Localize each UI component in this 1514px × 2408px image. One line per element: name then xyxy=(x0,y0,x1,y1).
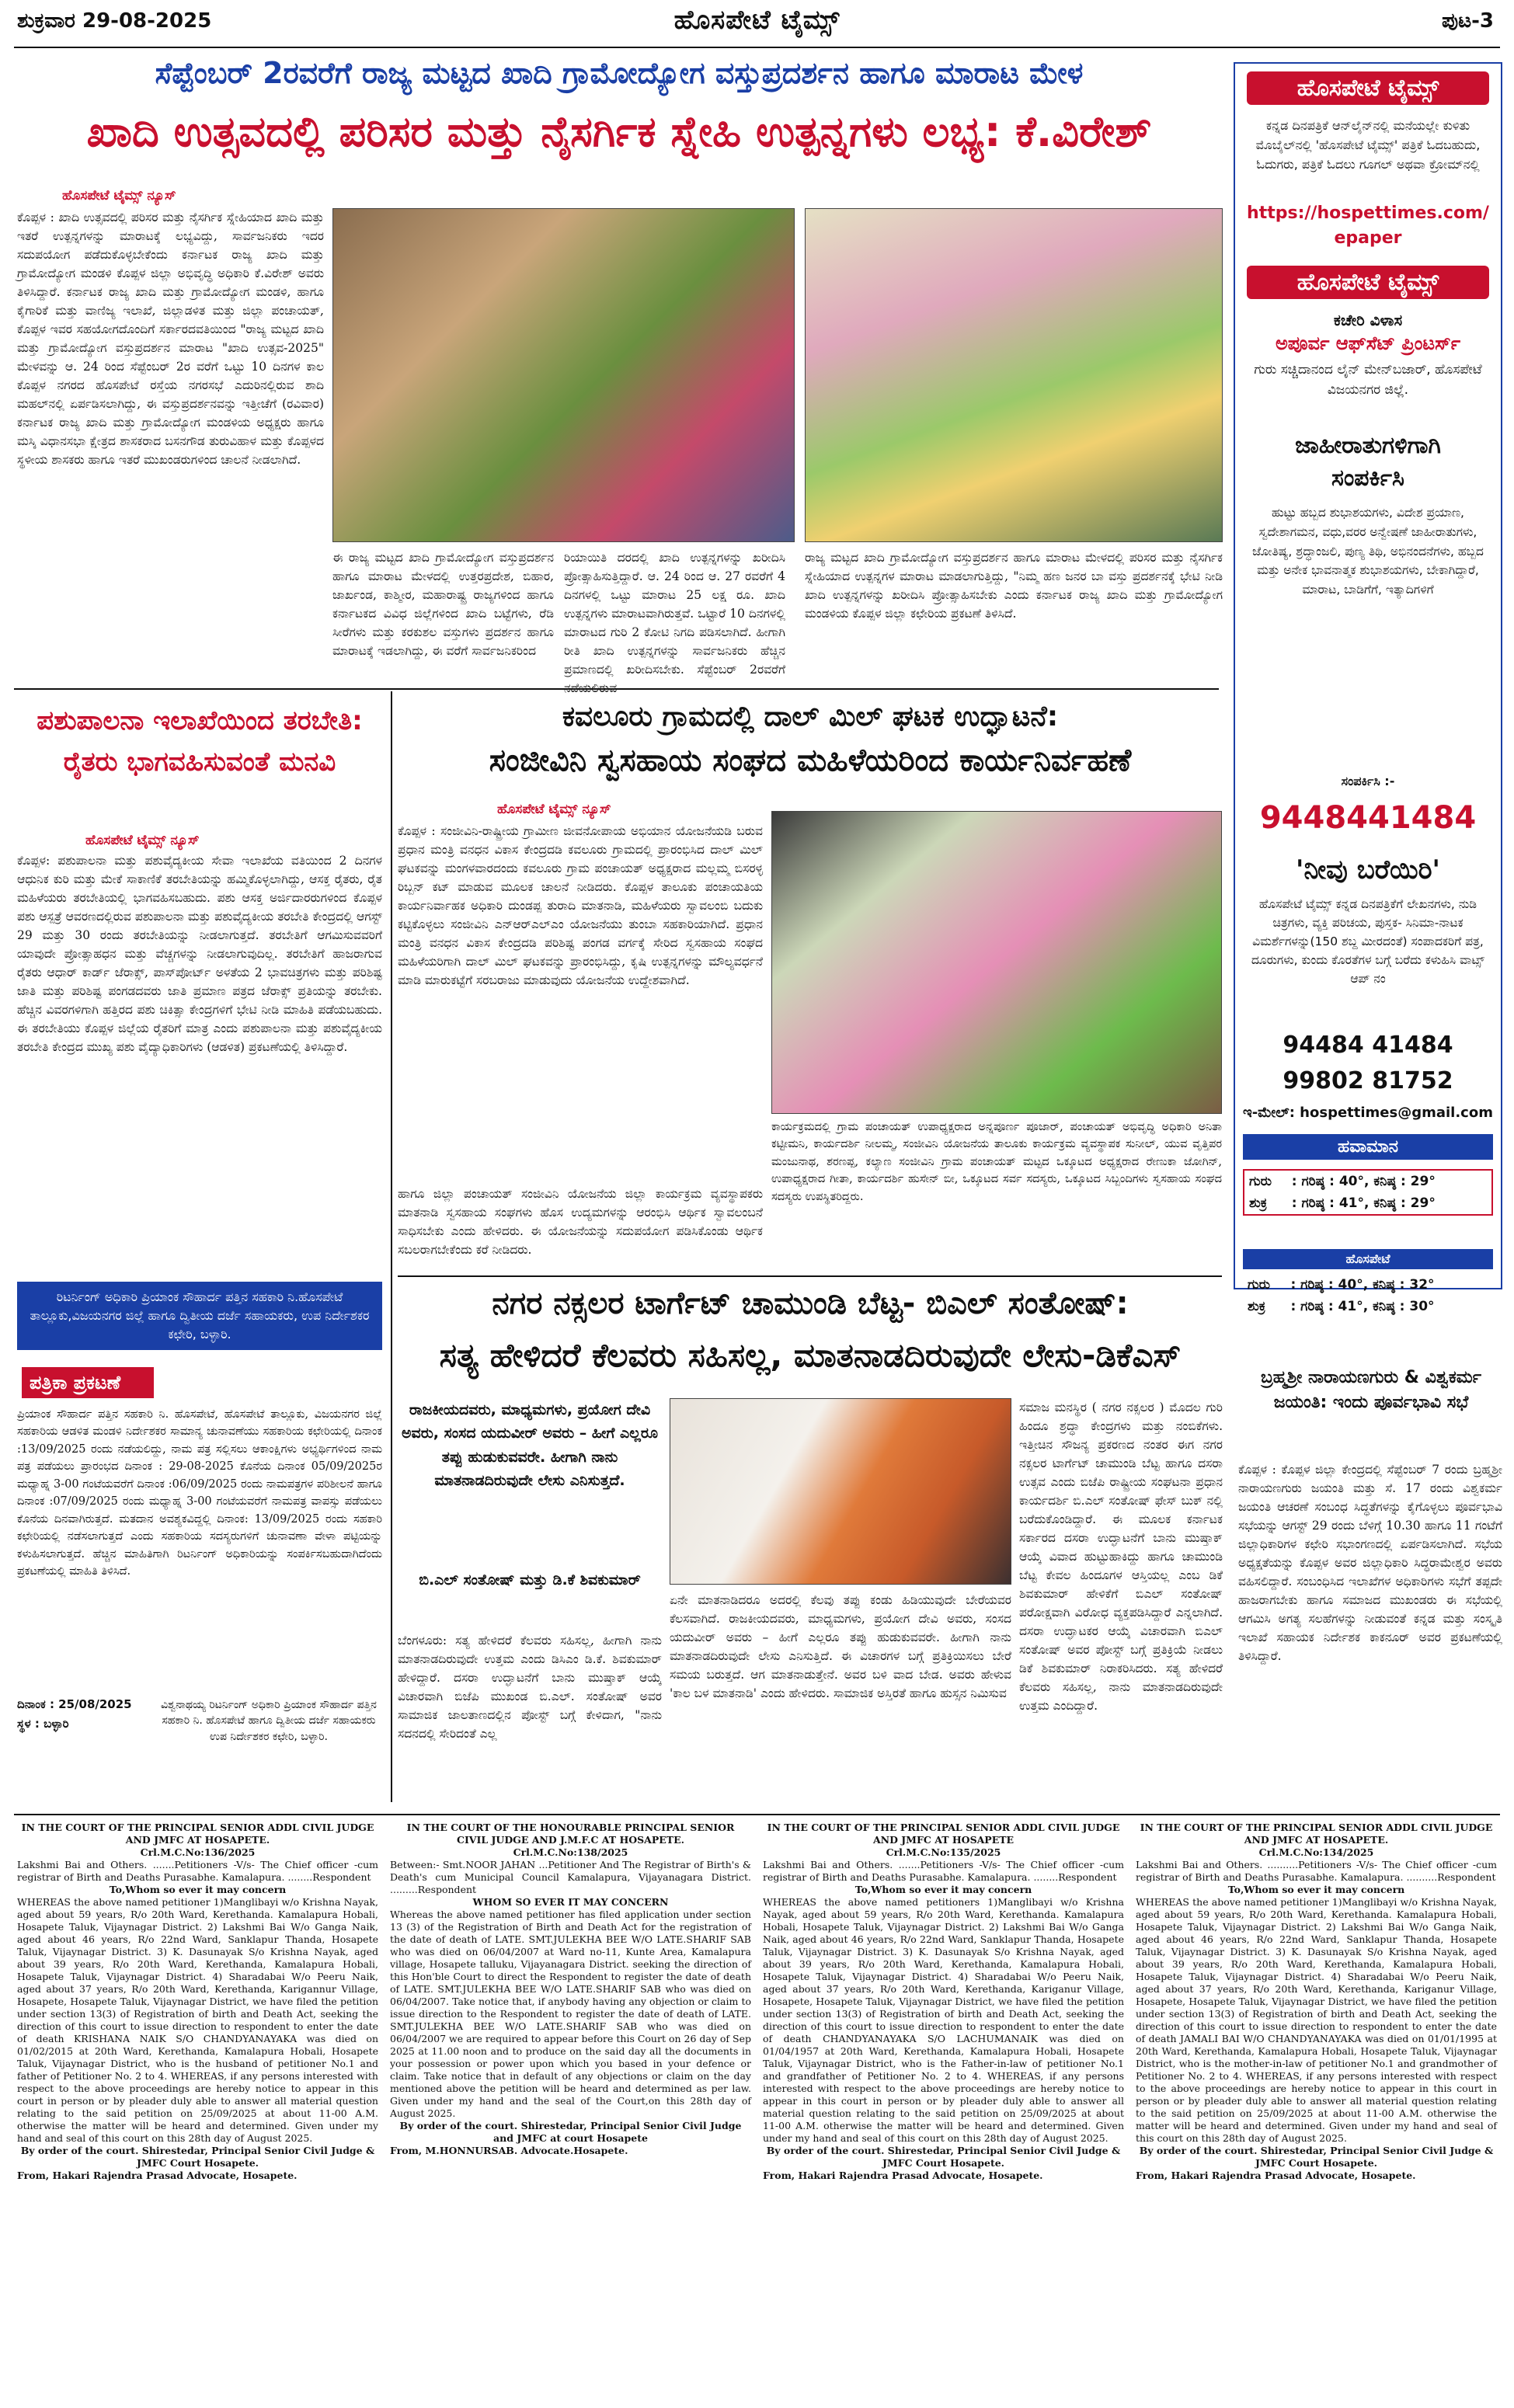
weather-row: ಶುಕ್ರ : ಗರಿಷ್ಠ : 41°, ಕನಿಷ್ಠ : 29° xyxy=(1249,1195,1436,1211)
naxal-quote: ರಾಜಕೀಯದವರು, ಮಾಧ್ಯಮಗಳು, ಪ್ರಯೋಗ ದೇವಿ ಅವರು, ಸಂಸದ ಯದುವೀರ್ ಅವರು – ಹೀಗೆ ಎಲ್ಲರೂ ತಪ್ಪು ಹುಡುಕುವವರೇ. ಹೀಗಾಗಿ ನಾನು ಮಾತನಾಡದಿರುವುದೇ ಲೇಸು ಎನಿಸುತ್ತದೆ. xyxy=(401,1401,658,1490)
court-notice xyxy=(763,1822,1124,2400)
lead-bottom-rule xyxy=(14,688,1219,690)
weather-row: ಗುರು : ಗರಿಷ್ಠ : 40°, ಕನಿಷ್ಠ : 29° xyxy=(1249,1174,1436,1189)
court-notice-case: Crl.M.C.No:135/2025 xyxy=(886,1846,1001,1858)
legal-top-rule xyxy=(14,1814,1500,1815)
dal-bottom-rule xyxy=(398,1275,1222,1277)
sidebar-epaper[interactable]: epaper xyxy=(1334,228,1402,248)
court-notice-body: WHEREAS the above named petitioner 1)Manglibayi w/o Krishna Nayak, aged about 59 years, R/o 20th Ward, Kerethanda. Kamalapura Hobali, Hosapete Taluk, Vijaynagar District. 2) Lakshmi Bai W/o Ganga Naik, aged about 46 years, R/o 22nd Ward, Sanklapur Thanda, Hosapete Taluk, Vijaynagar District. 3) K. Dasunayak S/o Krishna Nayak, aged about 39 years, R/o 20th Ward, Kerethanda, Kamalapura Hobali, Hosapete Taluk, Vijaynagar District. 4) Sharadabai W/o Peeru Naik, aged about 37 years, R/o 20th Ward, Kerethanda, Kariganur Village, Hosapete, Hosapete Taluk, Vijaynagar District, we have filed the petition under section 13(3) of Registration of birth and Death Act, seeking the direction of this court to issue direction to respondent to enter the date of death JAMALI BAI W/O CHANDYANAYAKA was died on 01/01/1995 at 20th Ward, Kerethanda, Kamalapura Hobali, Hosapete Taluk, Vijaynagar District, who is the mother-in-law of petitioner No.1 and grandmother of Petitioner No. 2 to 4. WHEREAS, if any persons interested with respect to the above proceedings are hereby notice to appear in this court in person or by pleader duly able to answer all material question relating to the said petition on 25/09/2025 at about 11-00 A.M. otherwise the matter will be heard and determined. Given under my hand and seal of this court on this 28th day of August 2025. xyxy=(1136,1896,1497,2144)
court-notice-order: By order of the court. Shirestedar, Principal Senior Civil Judge & JMFC Court Hosapete. xyxy=(766,2145,1121,2169)
write-text: ಹೊಸಪೇಟೆ ಟೈಮ್ಸ್ ಕನ್ನಡ ದಿನಪತ್ರಿಕೆಗೆ ಲೇಖನಗಳು, ನುಡಿ ಚಿತ್ರಗಳು, ವ್ಯಕ್ತಿ ಪರಿಚಯ, ಪುಸ್ತಕ- ಸಿನಿಮಾ-ನಾಟಕ ವಿಮರ್ಶೆಗಳನ್ನು(150 ಶಬ್ದ ಮೀರದಂತೆ) ಸಂಪಾದಕರಿಗೆ ಪತ್ರ, ದೂರುಗಳು, ಕುಂದು ಕೊರತೆಗಳ ಬಗ್ಗೆ ಬರೆದು ಕಳುಹಿಸಿ ವಾಟ್ಸ್ ಆಪ್ ನಂ xyxy=(1251,897,1485,987)
notice-title: ಪತ್ರಿಕಾ ಪ್ರಕಟಣೆ xyxy=(22,1367,154,1398)
lead-col3: ರಿಯಾಯಿತಿ ದರದಲ್ಲಿ ಖಾದಿ ಉತ್ಪನ್ನಗಳನ್ನು ಖರೀದಿಸಿ ಪ್ರೋತ್ಸಾಹಿಸುತ್ತಿದ್ದಾರೆ. ಆ. 24 ರಿಂದ ಆ. 27 ರವರೆಗೆ 4 ದಿನಗಳಲ್ಲಿ ಒಟ್ಟು ಮಾರಾಟ 25 ಲಕ್ಷ ರೂ. ಖಾದಿ ಉತ್ಪನ್ನಗಳು ಮಾರಾಟವಾಗಿರುತ್ತವೆ. ಒಟ್ಟಾರೆ 10 ದಿನಗಳಲ್ಲಿ ಮಾರಾಟದ ಗುರಿ 2 ಕೋಟಿ ನಿಗದಿ ಪಡಿಸಲಾಗಿದೆ. ಹೀಗಾಗಿ ರೀತಿ ಖಾದಿ ಉತ್ಪನ್ನಗಳನ್ನು ಸಾರ್ವಜನಿಕರು ಹೆಚ್ಚಿನ ಪ್ರಮಾಣದಲ್ಲಿ ಖರೀದಿಸಬೇಕು. ಸೆಪ್ಟೆಂಬರ್ 2ರವರೆಗೆ ನಡೆಯಲಿರುವ xyxy=(564,551,785,696)
court-notice-case: Crl.M.C.No:136/2025 xyxy=(140,1846,256,1858)
court-notice-title: IN THE COURT OF THE PRINCIPAL SENIOR ADDL CIVIL JUDGE AND JMFC AT HOSAPETE. xyxy=(21,1822,374,1846)
politicians-photo xyxy=(670,1398,1011,1585)
court-notice-title: IN THE COURT OF THE PRINCIPAL SENIOR ADDL CIVIL JUDGE AND JMFC AT HOSAPETE. xyxy=(1140,1822,1493,1846)
office-label: ಕಚೇರಿ ವಿಳಾಸ xyxy=(1333,311,1403,329)
naxal-text2: ಏನೇ ಮಾತನಾಡಿದರೂ ಅದರಲ್ಲಿ ಕೆಲವು ತಪ್ಪು ಕಂಡು ಹಿಡಿಯುವುದೇ ಬೇರೆಯವರ ಕೆಲಸವಾಗಿದೆ. ರಾಜಕೀಯದವರು, ಮಾಧ್ಯಮಗಳು, ಪ್ರಯೋಗ ದೇವಿ ಅವರು, ಸಂಸದ ಯದುವೀರ್ ಅವರು – ಹೀಗೆ ಎಲ್ಲರೂ ತಪ್ಪು ಹುಡುಕುವವರೇ. ಹೀಗಾಗಿ ನಾನು ಮಾತನಾಡದಿರುವುದೇ ಲೇಸು ಎನಿಸುತ್ತಿದೆ. ಈ ವಿಚಾರಗಳ ಬಗ್ಗೆ ಪ್ರತಿಕ್ರಿಯಿಸಲು ಬೇರೆ ಸಮಯ ಬರುತ್ತದೆ. ಆಗ ಮಾತನಾಡುತ್ತೇನೆ. ಅವರ ಬಳಿ ವಾದ ಬೇಡ. ಅವರು ಹೇಳುವ 'ಕಾಲ ಬಳ ಮಾತನಾಡಿ' ಎಂದು ಹೇಳಿದರು. ಸಾಮಾಜಿಕ ಅಸ್ತಿರತೆ ಹಾಗೂ ಹುಸ್ಸನ ನಿಮಿಸುವ xyxy=(670,1593,1011,1701)
animal-text: ಕೊಪ್ಪಳ: ಪಶುಪಾಲನಾ ಮತ್ತು ಪಶುವೈದ್ಯಕೀಯ ಸೇವಾ ಇಲಾಖೆಯ ವತಿಯಿಂದ 2 ದಿನಗಳ ಆಧುನಿಕ ಕುರಿ ಮತ್ತು ಮೇಕೆ ಸಾಕಾಣಿಕೆ ತರಬೇತಿಯನ್ನು ಹಮ್ಮಿಕೊಳ್ಳಲಾಗಿದ್ದು, ಆಸಕ್ತ ರೈತರು, ರೈತ ಮಹಿಳೆಯರು ತರಬೇತಿಯಲ್ಲಿ ಭಾಗವಹಿಸಬಹುದು. ಪಶು ಆಸಕ್ತ ಅರ್ಜಿದಾರರುಗಳಿಂದ ಕೊಪ್ಪಳ ಪಶು ಆಸ್ಪತ್ರೆ ಆವರಣದಲ್ಲಿರುವ ಪಶುಪಾಲನಾ ಮತ್ತು ಪಶುವೈದ್ಯಕೀಯ ತರಬೇತಿ ಕೇಂದ್ರದಲ್ಲಿ ಆಗಸ್ಟ್ 29 ಮತ್ತು 30 ರಂದು ತರಬೇತಿಯನ್ನು ನೀಡಲಾಗುತ್ತದೆ. ತರಬೇತಿಗೆ ಆಗಮಿಸುವವರಿಗೆ ಯಾವುದೇ ಪ್ರೋತ್ಸಾಹಧನ ಮತ್ತು ವೆಚ್ಚಗಳನ್ನು ನೀಡಲಾಗುವುದಿಲ್ಲ. ತರಬೇತಿಗೆ ಹಾಜರಾಗುವ ರೈತರು ಆಧಾರ್ ಕಾರ್ಡ್ ಜೆರಾಕ್ಸ್, ಪಾಸ್‌ಪೋರ್ಟ್ ಅಳತೆಯ 2 ಭಾವಚಿತ್ರಗಳು ಮತ್ತು ಪರಿಶಿಷ್ಟ ಜಾತಿ ಮತ್ತು ಪರಿಶಿಷ್ಟ ಪಂಗಡದವರು ಜಾತಿ ಪ್ರಮಾಣ ಪತ್ರದ ಜೆರಾಕ್ಸ್ ಪ್ರತಿಯನ್ನು ತರಬೇಕು. ಹೆಚ್ಚಿನ ವಿವರಗಳಿಗಾಗಿ ಹತ್ತಿರದ ಪಶು ಚಿಕಿತ್ಸಾ ಕೇಂದ್ರಗಳಿಗೆ ಭೇಟಿ ನೀಡಿ ಮಾಹಿತಿ ಪಡೆಯಬಹುದು. ಈ ತರಬೇತಿಯು ಕೊಪ್ಪಳ ಜಿಲ್ಲೆಯ ರೈತರಿಗೆ ಮಾತ್ರ ಎಂದು ಪಶುಪಾಲನಾ ಮತ್ತು ಪಶುವೈದ್ಯಕೀಯ ತರಬೇತಿ ಕೇಂದ್ರದ ಮುಖ್ಯ ಪಶು ವೈದ್ಯಾಧಿಕಾರಿಗಳು (ಆಡಳಿತ) ಪ್ರಕಟಣೆಯಲ್ಲಿ ತಿಳಿಸಿದ್ದಾರೆ. xyxy=(17,854,382,1055)
court-notice-order: By order of the court. Shirestedar, Principal Senior Civil Judge and JMFC at court Hosapete xyxy=(399,2120,742,2144)
court-notice-concern: To,Whom so ever it may concern xyxy=(854,1884,1032,1895)
court-notice-from: From, M.HONNURSAB. Advocate.Hosapete. xyxy=(390,2145,628,2156)
animal-headline: ಪಶುಪಾಲನಾ ಇಲಾಖೆಯಿಂದ ತರಬೇತಿ: ರೈತರು ಭಾಗವಹಿಸುವಂತೆ ಮನವಿ xyxy=(37,705,363,778)
lead-col2: ಈ ರಾಜ್ಯ ಮಟ್ಟದ ಖಾದಿ ಗ್ರಾಮೋದ್ಯೋಗ ವಸ್ತುಪ್ರದರ್ಶನ ಹಾಗೂ ಮಾರಾಟ ಮೇಳದಲ್ಲಿ ಉತ್ತರಪ್ರದೇಶ, ಬಿಹಾರ, ಜಾರ್ಖಂಡ, ಕಾಶ್ಮೀರ, ಮಹಾರಾಷ್ಟ್ರ ರಾಜ್ಯಗಳಿಂದ ಹಾಗೂ ಕರ್ನಾಟಕದ ವಿವಿಧ ಜಿಲ್ಲೆಗಳಿಂದ ಖಾದಿ ಬಟ್ಟೆಗಳು, ರೆಡಿ ಸೀರೆಗಳು ಮತ್ತು ಕರಕುಶಲ ವಸ್ತುಗಳು ಪ್ರದರ್ಶನ ಹಾಗೂ ಮಾರಾಟಕ್ಕೆ ಇಡಲಾಗಿದ್ದು, ಈ ವರೆಗೆ ಸಾರ್ವಜನಿಕರಿಂದ xyxy=(332,551,554,659)
ads-heading-1: ಜಾಹೀರಾತುಗಳಿಗಾಗಿ xyxy=(1295,432,1441,459)
sidebar-logo-1: ಹೊಸಪೇಟೆ ಟೈಮ್ಸ್ xyxy=(1247,71,1489,105)
ads-contact-label: ಸಂಪರ್ಕಿಸಿ :- xyxy=(1341,774,1395,788)
khadi-photo-1 xyxy=(332,208,795,542)
khadi-photo-2 xyxy=(805,208,1223,542)
court-notice-concern: WHOM SO EVER IT MAY CONCERN xyxy=(472,1896,669,1908)
dal-headline: ಸಂಜೀವಿನಿ ಸ್ವಸಹಾಯ ಸಂಘದ ಮಹಿಳೆಯರಿಂದ ಕಾರ್ಯನಿರ್ವಹಣೆ xyxy=(489,743,1132,778)
naxal-headline: ಸತ್ಯ ಹೇಳಿದರೆ ಕೆಲವರು ಸಹಿಸಲ್ಲ, ಮಾತನಾಡದಿರುವುದೇ ಲೇಸು-ಡಿಕೆಎಸ್ xyxy=(439,1336,1182,1374)
court-notice-body: WHEREAS the above named petitioner 1)Manglibayi w/o Krishna Nayak, aged about 59 years, R/o 20th Ward, Kerethanda. Kamalapura Hobali, Hosapete Taluk, Vijaynagar District. 2) Lakshmi Bai W/o Ganga Naik, aged about 46 years, R/o 22nd Ward, Sanklapur Thanda, Hosapete Taluk, Vijaynagar District. 3) K. Dasunayak S/o Krishna Nayak, aged about 39 years, R/o 20th Ward, Kerethanda, Kamalapura Hobali, Hosapete Taluk, Vijaynagar District. 4) Sharadabai W/o Peeru Naik, aged about 37 years, R/o 20th Ward, Kerethanda, Karigannur Village, Hosapete, Hosapete Taluk, Vijaynagar District, we have filed the petition under section 13(3) of Registration of birth and Death Act, seeking the direction of this court to issue direction to respondent to enter the date of death KRISHANA NAIK S/O CHANDYANAYAKA was died on 01/02/2015 at 20th Ward, Kerethanda, Kamalapura Hobali, Hosapete Taluk, Vijaynagar District, who is the husband of petitioner No.1 and father of Petitioner No. 2 to 4. WHEREAS, if any persons interested with respect to the above proceedings are hereby notice to appear in this court in person or by pleader duly able to answer all material question relating to the said petition on 25/09/2025 at about 11-00 A.M. otherwise the matter will be heard and determined. Given under my hand and seal of this court on this 28th day of August 2025. xyxy=(17,1896,378,2144)
whatsapp-phone-2[interactable]: 99802 81752 xyxy=(1283,1067,1453,1094)
lead-col1: ಕೊಪ್ಪಳ : ಖಾದಿ ಉತ್ಸವದಲ್ಲಿ ಪರಿಸರ ಮತ್ತು ನೈಸರ್ಗಿಕ ಸ್ನೇಹಿಯಾದ ಖಾದಿ ಮತ್ತು ಇತರೆ ಉತ್ಪನ್ನಗಳನ್ನು ಮಾರಾಟಕ್ಕೆ ಲಭ್ಯವಿದ್ದು, ಸಾರ್ವಜನಿಕರು ಇದರ ಸದುಪಯೋಗ ಪಡೆದುಕೊಳ್ಳಬೇಕೆಂದು ಕರ್ನಾಟಕ ರಾಜ್ಯ ಖಾದಿ ಮತ್ತು ಗ್ರಾಮೋದ್ಯೋಗ ಮಂಡಳಿ ಕೊಪ್ಪಳ ಜಿಲ್ಲಾ ಅಭಿವೃದ್ಧಿ ಅಧಿಕಾರಿ ಕೆ.ವಿರೇಶ್ ಅವರು ತಿಳಿಸಿದ್ದಾರೆ. ಕರ್ನಾಟಕ ರಾಜ್ಯ ಖಾದಿ ಮತ್ತು ಗ್ರಾಮೋದ್ಯೋಗ ಮಂಡಳಿ, ಹಾಗೂ ಕೈಗಾರಿಕೆ ಮತ್ತು ವಾಣಿಜ್ಯ ಇಲಾಖೆ, ಜಿಲ್ಲಾಡಳಿತ ಮತ್ತು ಜಿಲ್ಲಾ ಪಂಚಾಯತ್, ಕೊಪ್ಪಳ ಇವರ ಸಹಯೋಗದೊಂದಿಗೆ ಸರ್ಕಾರದವತಿಯಿಂದ "ರಾಜ್ಯ ಮಟ್ಟದ ಖಾದಿ ಮತ್ತು ಗ್ರಾಮೋದ್ಯೋಗ ವಸ್ತುಪ್ರದರ್ಶನ ಮಾರಾಟ "ಖಾದಿ ಉತ್ಸವ-2025" ಮೇಳವನ್ನು ಆ. 24 ರಿಂದ ಸೆಪ್ಟೆಂಬರ್ 2ರ ವರೆಗೆ ಒಟ್ಟು 10 ದಿನಗಳ ಕಾಲ ಕೊಪ್ಪಳ ನಗರದ ಹೊಸಪೇಟೆ ರಸ್ತೆಯ ನಗರಸಭೆ ಎದುರಿನಲ್ಲಿರುವ ಶಾದಿ ಮಹಲ್‌ನಲ್ಲಿ ಏರ್ಪಡಿಸಲಾಗಿದ್ದು, ಈ ವಸ್ತುಪ್ರದರ್ಶನವನ್ನು ಇತ್ತೀಚೆಗೆ (ರವಿವಾರ) ಕರ್ನಾಟಕ ರಾಜ್ಯ ಖಾದಿ ಮತ್ತು ಗ್ರಾಮೋದ್ಯೋಗ ಮಂಡಳಿಯ ಅಧ್ಯಕ್ಷರು ಹಾಗೂ ಮಸ್ಕಿ ವಿಧಾನಸಭಾ ಕ್ಷೇತ್ರದ ಶಾಸಕರಾದ ಬಸನಗೌಡ ತುರುವಿಹಾಳ ಮತ್ತು ಕೊಪ್ಪಳದ ಸ್ಥಳೀಯ ಶಾಸಕರು ಹಾಗೂ ಇತರೆ ಮುಖಂಡರುಗಳಿಂದ ಚಾಲನೆ ನೀಡಲಾಗಿದೆ. xyxy=(17,211,324,468)
dal-mill-photo xyxy=(771,811,1222,1114)
lead-byline: ಹೊಸಪೇಟೆ ಟೈಮ್ಸ್ ನ್ಯೂಸ್ xyxy=(62,188,176,204)
court-notice-parties: Between:- Smt.NOOR JAHAN ...Petitioner And The Registrar of Birth's & Death's cum Municipal Council Kamalapura, Vijayanagara District. .........Respondent xyxy=(390,1859,751,1895)
animal-byline: ಹೊಸಪೇಟೆ ಟೈಮ್ಸ್ ನ್ಯೂಸ್ xyxy=(85,833,200,848)
dal-byline: ಹೊಸಪೇಟೆ ಟೈಮ್ಸ್ ನ್ಯೂಸ್ xyxy=(497,802,611,817)
masthead-rule xyxy=(14,47,1500,48)
notice-text: ಪ್ರಿಯಾಂಕ ಸೌಹಾರ್ದ ಪತ್ತಿನ ಸಹಕಾರಿ ನಿ. ಹೊಸಪೇಟೆ, ಹೊಸಪೇಟೆ ತಾಲ್ಲೂಕು, ವಿಜಯನಗರ ಜಿಲ್ಲೆ ಸಹಕಾರಿಯ ಆಡಳಿತ ಮಂಡಳಿ ನಿರ್ದೇಶಕರ ಸಾಮಾನ್ಯ ಚುನಾವಣೆಯು ಸಹಕಾರಿಯ ಕಛೇರಿಯಲ್ಲಿ ದಿನಾಂಕ :13/09/2025 ರಂದು ನಡೆಯಲಿದ್ದು, ನಾಮ ಪತ್ರ ಸಲ್ಲಿಸಲು ಆಕಾಂಕ್ಷಿಗಳು ಅಭ್ಯರ್ಥಿಗಳಿಂದ ನಾಮ ಪತ್ರ ಪಡೆಯಲು ಪ್ರಾರಂಭದ ದಿನಾಂಕ : 29-08-2025 ಕೊನೆಯ ದಿನಾಂಕ 05/09/2025ರ ಮಧ್ಯಾಹ್ನ 3-00 ಗಂಟೆಯವರೆಗೆ ದಿನಾಂಕ :06/09/2025 ರಂದು ನಾಮಪತ್ರಗಳ ಪರಿಶೀಲನೆ ಹಾಗೂ ದಿನಾಂಕ :07/09/2025 ರಂದು ಮಧ್ಯಾಹ್ನ 3-00 ಗಂಟೆಯವರೆಗೆ ನಾಮಪತ್ರ ವಾಪಸ್ಸು ಪಡೆಯಲು ಕೊನೆಯ ದಿನವಾಗಿರುತ್ತದೆ. ಮತದಾನ ಅವಶ್ಯಕವಿದ್ದಲ್ಲಿ ದಿನಾಂಕ: 13/09/2025 ರಂದು ಸಹಕಾರಿ ಕಛೇರಿಯಲ್ಲಿ ನಡೆಸಲಾಗುತ್ತದೆ ಎಂದು ಸಹಕಾರಿಯ ಸದಸ್ಯರುಗಳಿಗೆ ಚುನಾವಣಾ ವೇಳಾ ಪಟ್ಟಿಯನ್ನು ಕಳುಹಿಸಲಾಗುತ್ತದೆ. ಹೆಚ್ಚಿನ ಮಾಹಿತಿಗಾಗಿ ರಿಟರ್ನಿಂಗ್ ಅಧಿಕಾರಿಯನ್ನು ಸಂಪರ್ಕಿಸಬಹುದಾಗಿದೆಂದು ಪ್ರಕಟಣೆಯಲ್ಲಿ ಮಾಹಿತಿ ತಿಳಿಸಿದೆ. xyxy=(17,1408,382,1578)
sidebar-email[interactable]: ಇ-ಮೇಲ್: hospettimes@gmail.com xyxy=(1243,1105,1493,1121)
court-notice-concern: To,Whom so ever it may concern xyxy=(109,1884,287,1895)
naxal-quote-by: ಬಿ.ಎಲ್ ಸಂತೋಷ್ ಮತ್ತು ಡಿ.ಕೆ ಶಿವಕುಮಾರ್ xyxy=(419,1571,641,1589)
weather2-heading: ಹೊಸಪೇಟೆ xyxy=(1243,1249,1493,1269)
sidebar-logo-2: ಹೊಸಪೇಟೆ ಟೈಮ್ಸ್ xyxy=(1247,266,1489,299)
lead-subhead: ಸೆಪ್ಟೆಂಬರ್ 2ರವರೆಗೆ ರಾಜ್ಯ ಮಟ್ಟದ ಖಾದಿ ಗ್ರಾಮೋದ್ಯೋಗ ವಸ್ತುಪ್ರದರ್ಶನ ಹಾಗೂ ಮಾರಾಟ ಮೇಳ xyxy=(155,56,1084,90)
court-notice-body: WHEREAS the above named petitioners 1)Manglibayi w/o Krishna Nayak, aged about 59 years, R/o 20th Ward, Kerethanda. Kamalapura Hobali, Hosapete Taluk, Vijaynagar District. 2) Lakshmi Bai W/o Ganga Naik, aged about 46 years, R/o 22nd Ward, Sanklapur Thanda, Hosapete Taluk, Vijaynagar District. 3) K. Dasunayak S/o Krishna Nayak, aged about 39 years, R/o 20th Ward, Kerethanda, Kamalapura Hobali, Hosapete Taluk, Vijaynagar District. 4) Sharadabai W/o Peeru Naik, aged about 37 years, R/o 20th Ward, Kerethanda, Kariganur Village, Hosapete, Hosapete Taluk, Vijaynagar District, we have filed the petition under section 13(3) of Registration of birth and Death Act, seeking the direction of this court to issue direction to respondent to enter the date of death CHANDYANAYAKA S/O LACHUMANAIK was died on 01/04/1957 at 20th Ward, Kerethanda, Kamalapura Hobali, Hosapete Taluk, Vijaynagar District, who is the Father-in-law of petitioner No.1 and grandfather of Petitioner No. 2 to 4. WHEREAS, if any persons interested with respect to the above proceedings are hereby notice to appear in this court in person or by pleader duly able to answer all material question relating to the said petition on 25/09/2025 at about 11-00 A.M. otherwise the matter will be heard and determined. Given under my hand and seal of this court on this 28th day of August 2025. xyxy=(763,1896,1124,2144)
masthead-date: ಶುಕ್ರವಾರ 29-08-2025 xyxy=(17,9,212,33)
court-notice-parties: Lakshmi Bai and Others. ..........Petitioners -V/s- The Chief officer -cum registrar of Birth and Deaths Purasabhe. Kamalapura. ..........Respondent xyxy=(1136,1859,1497,1883)
notice-box: ರಿಟರ್ನಿಂಗ್ ಅಧಿಕಾರಿ ಪ್ರಿಯಾಂಕ ಸೌಹಾರ್ದ ಪತ್ತಿನ ಸಹಕಾರಿ ನಿ.ಹೊಸಪೇಟೆ ತಾಲ್ಲೂಕು,ವಿಜಯನಗರ ಜಿಲ್ಲೆ ಹಾಗೂ ದ್ವಿತೀಯ ದರ್ಜೆ ಸಹಾಯಕರು, ಉಪ ನಿರ್ದೇಶಕರ ಕಛೇರಿ, ಬಳ್ಳಾರಿ. xyxy=(17,1282,382,1350)
whatsapp-phone-1[interactable]: 94484 41484 xyxy=(1283,1032,1453,1059)
weather2-table xyxy=(1243,1274,1493,1317)
masthead-page: ಪುಟ-3 xyxy=(1441,9,1494,33)
ads-heading-2: ಸಂಪರ್ಕಿಸಿ xyxy=(1331,465,1404,492)
notice-signature: ವಿಶ್ವನಾಥಯ್ಯ ರಿಟರ್ನಿಂಗ್ ಅಧಿಕಾರಿ ಪ್ರಿಯಾಂಕ ಸೌಹಾರ್ದ ಪತ್ತಿನ ಸಹಕಾರಿ ನಿ. ಹೊಸಪೇಟೆ ಹಾಗೂ ದ್ವಿತೀಯ ದರ್ಜೆ ಸಹಾಯಕರು ಉಪ ನಿರ್ದೇಶಕರ ಕಛೇರಿ, ಬಳ್ಳಾರಿ. xyxy=(161,1699,377,1743)
court-notice-parties: Lakshmi Bai and Others. .......Petitioners -V/s- The Chief officer -cum registrar of Birth and Deaths Purasabhe. Kamalapura. ........Respondent xyxy=(17,1859,378,1883)
office-address: ಗುರು ಸಚ್ಚಿದಾನಂದ ಲೈನ್ ಮೇನ್‌ಬಜಾರ್, ಹೊಸಪೇಟೆ ವಿಜಯನಗರ ಜಿಲ್ಲೆ. xyxy=(1254,362,1482,398)
court-notice-title: IN THE COURT OF THE PRINCIPAL SENIOR ADDL CIVIL JUDGE AND JMFC AT HOSAPETE xyxy=(767,1822,1120,1846)
court-notice-from: From, Hakari Rajendra Prasad Advocate, Hosapete. xyxy=(1136,2170,1416,2181)
dal-subhead: ಕವಲೂರು ಗ್ರಾಮದಲ್ಲಿ ದಾಲ್ ಮಿಲ್ ಘಟಕ ಉದ್ಘಾಟನೆ: xyxy=(562,701,1059,732)
notice-place: ಸ್ಥಳ : ಬಳ್ಳಾರಿ xyxy=(17,1717,69,1731)
naxal-text1: ಬೆಂಗಳೂರು: ಸತ್ಯ ಹೇಳಿದರೆ ಕೆಲವರು ಸಹಿಸಲ್ಲ, ಹೀಗಾಗಿ ನಾನು ಮಾತನಾಡದಿರುವುದೇ ಉತ್ತಮ ಎಂದು ಡಿಸಿಎಂ ಡಿ.ಕೆ. ಶಿವಕುಮಾರ್ ಹೇಳಿದ್ದಾರೆ. ದಸರಾ ಉದ್ಘಾಟನೆಗೆ ಬಾನು ಮುಷ್ತಾಕ್ ಆಯ್ಕೆ ವಿಚಾರವಾಗಿ ಬಿಜೆಪಿ ಮುಖಂಡ ಬಿ.ಎಲ್. ಸಂತೋಷ್ ಅವರ ಸಾಮಾಜಿಕ ಜಾಲತಾಣದಲ್ಲಿನ ಪೋಸ್ಟ್ ಬಗ್ಗೆ ಕೇಳಿದಾಗ, "ನಾನು ಸದನದಲ್ಲಿ ಸೇರಿದಂತೆ ಎಲ್ಲ xyxy=(398,1634,662,1742)
court-notice-order: By order of the court. Shirestedar, Principal Senior Civil Judge & JMFC Court Hosapete. xyxy=(1139,2145,1494,2169)
court-notice-case: Crl.M.C.No:138/2025 xyxy=(513,1846,628,1858)
col-rule xyxy=(391,691,392,1802)
court-notice xyxy=(17,1822,378,2400)
dal-text2: ಹಾಗೂ ಜಿಲ್ಲಾ ಪಂಚಾಯತ್ ಸಂಜೀವಿನಿ ಯೋಜನೆಯ ಜಿಲ್ಲಾ ಕಾರ್ಯಕ್ರಮ ವ್ಯವಸ್ಥಾಪಕರು ಮಾತನಾಡಿ ಸ್ವಸಹಾಯ ಸಂಘಗಳು ಹೊಸ ಉದ್ಯಮಗಳನ್ನು ಆರಂಭಿಸಿ ಆರ್ಥಿಕ ಸ್ವಾವಲಂಬನೆ ಸಾಧಿಸಬೇಕು ಎಂದು ಹೇಳಿದರು. ಈ ಯೋಜನೆಯನ್ನು ಸದುಪಯೋಗ ಪಡಿಸಿಕೊಂಡು ಆರ್ಥಿಕ ಸಬಲರಾಗಬೇಕೆಂದು ಕರೆ ನೀಡಿದರು. xyxy=(398,1187,763,1258)
dal-text: ಕೊಪ್ಪಳ : ಸಂಜೀವಿನಿ-ರಾಷ್ಟ್ರೀಯ ಗ್ರಾಮೀಣ ಜೀವನೋಪಾಯ ಅಭಿಯಾನ ಯೋಜನೆಯಡಿ ಬರುವ ಪ್ರಧಾನ ಮಂತ್ರಿ ವನಧನ ವಿಕಾಸ ಕೇಂದ್ರದಡಿ ಕವಲೂರು ಗ್ರಾಮದಲ್ಲಿ ಪ್ರಾರಂಭಿಸಿದ ದಾಲ್ ಮಿಲ್ ಘಟಕವನ್ನು ಮಂಗಳವಾರದಂದು ಕವಲೂರು ಗ್ರಾಮ ಪಂಚಾಯತ್ ಅಧ್ಯಕ್ಷರಾದ ಮಲ್ಲಮ್ಮ ಬಿಸರಳ್ಳ ರಿಬ್ಬನ್ ಕಟ್ ಮಾಡುವ ಮೂಲಕ ಚಾಲನೆ ನೀಡಿದರು. ಕೊಪ್ಪಳ ತಾಲೂಕು ಪಂಚಾಯತಿಯ ಕಾರ್ಯನಿರ್ವಾಹಕ ಅಧಿಕಾರಿ ದುಂಡಪ್ಪ ತುರಾದಿ ಮಾತನಾಡಿ, ಮಹಿಳೆಯರು ಸ್ವಾವಲಂಬಿ ಬದುಕು ಕಟ್ಟಿಕೊಳ್ಳಲು ಸಂಜೀವಿನಿ ಎನ್‌ಆರ್‌ಎಲ್‌ಎಂ ಯೋಜನೆಯು ತುಂಬಾ ಸಹಕಾರಿಯಾಗಿದೆ. ಪ್ರಧಾನ ಮಂತ್ರಿ ವನಧನ ವಿಕಾಸ ಕೇಂದ್ರದಡಿ ಪರಿಶಿಷ್ಟ ಪಂಗಡ ವರ್ಗಕ್ಕೆ ಸೇರಿದ ಸ್ವಸಹಾಯ ಸಂಘದ ಮಹಿಳೆಯರಿಗಾಗಿ ದಾಲ್ ಮಿಲ್ ಘಟಕವನ್ನು ಪ್ರಾರಂಭಿಸಿದ್ದು, ಕೃಷಿ ಉತ್ಪನ್ನಗಳನ್ನು ಮೌಲ್ಯವರ್ಧನೆ ಮಾಡಿ ಮಾರುಕಟ್ಟೆಗೆ ಸರಬರಾಜು ಮಾಡುವುದು ಯೋಜನೆಯ ಉದ್ದೇಶವಾಗಿದೆ. xyxy=(398,824,763,988)
court-notice-title: IN THE COURT OF THE HONOURABLE PRINCIPAL SENIOR CIVIL JUDGE AND J.M.F.C AT HOSAPETE. xyxy=(406,1822,735,1846)
weather2-row: ಶುಕ್ರ : ಗರಿಷ್ಠ : 41°, ಕನಿಷ್ಠ : 30° xyxy=(1248,1299,1435,1314)
brahma-headline: ಬ್ರಹ್ಮಶ್ರೀ ನಾರಾಯಣಗುರು & ವಿಶ್ವಕರ್ಮ ಜಯಂತಿ: ಇಂದು ಪೂರ್ವಭಾವಿ ಸಭೆ xyxy=(1260,1368,1482,1412)
court-notice-concern: To,Whom so ever it may concern xyxy=(1227,1884,1405,1895)
ads-phone[interactable]: 9448441484 xyxy=(1259,800,1477,836)
naxal-subhead: ನಗರ ನಕ್ಸಲರ ಟಾರ್ಗೆಟ್ ಚಾಮುಂಡಿ ಬೆಟ್ಟ- ಬಿಎಲ್ ಸಂತೋಷ್: xyxy=(492,1286,1129,1321)
lead-col4: ರಾಜ್ಯ ಮಟ್ಟದ ಖಾದಿ ಗ್ರಾಮೋದ್ಯೋಗ ವಸ್ತುಪ್ರದರ್ಶನ ಹಾಗೂ ಮಾರಾಟ ಮೇಳದಲ್ಲಿ ಪರಿಸರ ಮತ್ತು ನೈಸರ್ಗಿಕ ಸ್ನೇಹಿಯಾದ ಉತ್ಪನ್ನಗಳ ಮಾರಾಟ ಮಾಡಲಾಗುತ್ತಿದ್ದು, "ನಿಮ್ಮ ಹಣ ಜನರ ಬಾ ವಸ್ತು ಪ್ರದರ್ಶನಕ್ಕೆ ಭೇಟಿ ನೀಡಿ ಖಾದಿ ಉತ್ಪನ್ನಗಳನ್ನು ಖರೀದಿಸಿ ಪ್ರೋತ್ಸಾಹಿಸಬೇಕು ಎಂದು ಕರ್ನಾಟಕ ರಾಜ್ಯ ಖಾದಿ ಮತ್ತು ಗ್ರಾಮೋದ್ಯೋಗ ಮಂಡಳಿಯ ಕೊಪ್ಪಳ ಜಿಲ್ಲಾ ಕಛೇರಿಯ ಪ್ರಕಟಣೆ ತಿಳಿಸಿದೆ. xyxy=(805,551,1223,621)
court-notice xyxy=(1136,1822,1497,2400)
ads-text: ಹುಟ್ಟು ಹಬ್ಬದ ಶುಭಾಶಯಗಳು, ವಿದೇಶ ಪ್ರಯಾಣ, ಸ್ವದೇಶಾಗಮನ, ವಧು,ವರರ ಅನ್ವೇಷಣೆ ಜಾಹೀರಾತುಗಳು, ಜೋತಿಷ್ಯ, ಶ್ರದ್ಧಾಂಜಲಿ, ಪುಣ್ಯ ತಿಥಿ, ಅಭಿನಂದನೆಗಳು, ಹಬ್ಬದ ಮತ್ತು ಅನೇಕ ಭಾವನಾತ್ಮಕ ಶುಭಾಶಯಗಳು, ಬೇಕಾಗಿದ್ದಾರೆ, ಮಾರಾಟ, ಬಾಡಿಗೆಗೆ, ಇತ್ಯಾದಿಗಳಿಗೆ xyxy=(1252,506,1484,597)
write-heading: 'ನೀವು ಬರೆಯಿರಿ' xyxy=(1296,854,1440,886)
court-notice-case: Crl.M.C.No:134/2025 xyxy=(1258,1846,1374,1858)
weather-heading: ಹವಾಮಾನ xyxy=(1243,1134,1493,1160)
sidebar-promo: ಕನ್ನಡ ದಿನಪತ್ರಿಕೆ ಆನ್‌ಲೈನ್‌ನಲ್ಲಿ ಮನೆಯಲ್ಲೇ ಕುಳಿತು ಮೊಬೈಲ್‌ನಲ್ಲಿ 'ಹೊಸಪೇಟೆ ಟೈಮ್ಸ್' ಪತ್ರಿಕೆ ಓದಬಹುದು, ಓದುಗರು, ಪತ್ರಿಕೆ ಓದಲು ಗೂಗಲ್ ಅಥವಾ ಕ್ರೋಮ್‌ನಲ್ಲಿ xyxy=(1255,118,1481,172)
notice-date: ದಿನಾಂಕ : 25/08/2025 xyxy=(17,1697,132,1711)
weather2-row: ಗುರು : ಗರಿಷ್ಠ : 40°, ಕನಿಷ್ಠ : 32° xyxy=(1248,1277,1435,1293)
court-notice-body: Whereas the above named petitioner has filed application under section 13 (3) of the Registration of Birth and Death Act for the registration of the date of death of LATE. SMT.JULEKHA BEE W/O LATE.SHARIF SAB who was died on 06/04/2007 at Ward no-11, Kunte Area, Kamalapura village, Hosapete talluku, Vijayanagara District. seeking the direction of this Hon'ble Court to direct the Respondent to register the date of death of LATE. SMT.JULEKHA BEE W/O LATE.SHARIF SAB who was died on 06/04/2007. Take notice that, if anybody having any objection or claim to issue direction to the Respondent to register the date of death of LATE. SMT.JULEKHA BEE W/O LATE.SHARIF SAB who was died on 06/04/2007 we are required to appear before this Court on 26 day of Sep 2025 at 11.00 noon and to produce on the said day all the documents in your possession or power upon which you based in your defence or claim. Take notice that in default of any objections or claim on the day mentioned above the petition will be heard and determined as per law. Given under my hand and the seal of the Court,on this 28th day of August 2025. xyxy=(390,1909,751,2119)
court-notice-parties: Lakshmi Bai and Others. .......Petitioners -V/s- The Chief officer -cum registrar of Birth and Deaths Purasabhe. Kamalapura. ........Respondent xyxy=(763,1859,1124,1883)
printer-name: ಅಪೂರ್ವ ಆಫ್‌ಸೆಟ್ ಪ್ರಿಂಟರ್ಸ್ xyxy=(1275,332,1461,354)
court-notice xyxy=(390,1822,751,2400)
weather-table xyxy=(1243,1169,1493,1216)
lead-headline: ಖಾದಿ ಉತ್ಸವದಲ್ಲಿ ಪರಿಸರ ಮತ್ತು ನೈಸರ್ಗಿಕ ಸ್ನೇಹಿ ಉತ್ಪನ್ನಗಳು ಲಭ್ಯ: ಕೆ.ವಿರೇಶ್ xyxy=(86,107,1152,156)
masthead-title: ಹೊಸಪೇಟೆ ಟೈಮ್ಸ್ xyxy=(673,5,841,36)
naxal-text3: ಸಮಾಜ ಮನಸ್ಥಿರ ( ನಗರ ನಕ್ಸಲರ ) ಮೊದಲ ಗುರಿ ಹಿಂದೂ ಶ್ರದ್ಧಾ ಕೇಂದ್ರಗಳು ಮತ್ತು ನಂಬಿಕೆಗಳು. ಇತ್ತೀಚಿನ ಸೌಜನ್ಯ ಪ್ರಕರಣದ ನಂತರ ಈಗ ನಗರ ನಕ್ಸಲರ ಟಾರ್ಗೆಟ್ ಚಾಮುಂಡಿ ಬೆಟ್ಟ ಹಾಗೂ ದಸರಾ ಉತ್ಸವ ಎಂದು ಬಿಜೆಪಿ ರಾಷ್ಟ್ರೀಯ ಸಂಘಟನಾ ಪ್ರಧಾನ ಕಾರ್ಯದರ್ಶಿ ಬಿ.ಎಲ್ ಸಂತೋಷ್ ಫೇಸ್ ಬುಕ್ ನಲ್ಲಿ ಬರೆದುಕೊಂಡಿದ್ದಾರೆ. ಈ ಮೂಲಕ ಕರ್ನಾಟಕ ಸರ್ಕಾರದ ದಸರಾ ಉದ್ಘಾಟನೆಗೆ ಬಾನು ಮುಷ್ತಾಕ್ ಆಯ್ಕೆ ವಿವಾದ ಹುಟ್ಟುಹಾಕಿದ್ದು ಹಾಗೂ ಚಾಮುಂಡಿ ಬೆಟ್ಟ ಕೇವಲ ಹಿಂದೂಗಳ ಆಸ್ತಿಯಲ್ಲ ಎಂಬ ಡಿಕೆ ಶಿವಕುಮಾರ್ ಹೇಳಿಕೆಗೆ ಬಿಎಲ್ ಸಂತೋಷ್ ಪರೋಕ್ಷವಾಗಿ ವಿರೋಧ ವ್ಯಕ್ತಪಡಿಸಿದ್ದಾರೆ ಎನ್ನಲಾಗಿದೆ. ದಸರಾ ಉದ್ಘಾಟಕರ ಆಯ್ಕೆ ವಿಚಾರವಾಗಿ ಬಿಎಲ್ ಸಂತೋಷ್ ಅವರ ಪೋಸ್ಟ್ ಬಗ್ಗೆ ಪ್ರತಿಕ್ರಿಯೆ ನೀಡಲು ಡಿಕೆ ಶಿವಕುಮಾರ್ ನಿರಾಕರಿಸಿದರು. ಸತ್ಯ ಹೇಳಿದರೆ ಕೆಲವರು ಸಹಿಸಲ್ಲ, ನಾನು ಮಾತನಾಡದಿರುವುದೇ ಉತ್ತಮ ಎಂದಿದ್ದಾರೆ. xyxy=(1019,1401,1223,1714)
court-notice-order: By order of the court. Shirestedar, Principal Senior Civil Judge & JMFC Court Hosapete. xyxy=(20,2145,375,2169)
dal-caption: ಕಾರ್ಯಕ್ರಮದಲ್ಲಿ ಗ್ರಾಮ ಪಂಚಾಯತ್ ಉಪಾಧ್ಯಕ್ಷರಾದ ಅನ್ನಪೂರ್ಣ ಪೂಜಾರ್, ಪಂಚಾಯತ್ ಅಭಿವೃದ್ಧಿ ಅಧಿಕಾರಿ ಅನಿತಾ ಕಟ್ಟೀಮನಿ, ಕಾರ್ಯದರ್ಶಿ ನೀಲಮ್ಮ, ಸಂಜೀವಿನಿ ಯೋಜನೆಯ ತಾಲೂಕು ಕಾರ್ಯಕ್ರಮ ವ್ಯವಸ್ಥಾಪಕ ಸುನೀಲ್, ಯುವ ವೃತ್ತಿಪರ ಮಂಜುನಾಥ, ಶರಣಪ್ಪ, ಕಲ್ಯಾಣ ಸಂಜೀವಿನಿ ಗ್ರಾಮ ಪಂಚಾಯತ್ ಮಟ್ಟದ ಒಕ್ಕೂಟದ ಅಧ್ಯಕ್ಷರಾದ ರೇಣುಕಾ ಜೋಗಿನ್, ಉಪಾಧ್ಯಕ್ಷರಾದ ಗೀತಾ, ಕಾರ್ಯದರ್ಶಿ ಹುಸೇನ್ ಬೀ, ಒಕ್ಕೂಟದ ಸರ್ವ ಸದಸ್ಯರು, ಒಕ್ಕೂಟದ ಸಿಬ್ಬಂದಿಗಳು ಸ್ವಸಹಾಯ ಸಂಘದ ಸದಸ್ಯರು ಉಪಸ್ಥಿತರಿದ್ದರು. xyxy=(771,1121,1222,1203)
court-notice-from: From, Hakari Rajendra Prasad Advocate, Hosapete. xyxy=(17,2170,298,2181)
court-notice-from: From, Hakari Rajendra Prasad Advocate, Hosapete. xyxy=(763,2170,1043,2181)
sidebar-url[interactable]: https://hospettimes.com/ xyxy=(1247,204,1489,223)
brahma-text: ಕೊಪ್ಪಳ : ಕೊಪ್ಪಳ ಜಿಲ್ಲಾ ಕೇಂದ್ರದಲ್ಲಿ ಸೆಪ್ಟೆಂಬರ್ 7 ರಂದು ಬ್ರಹ್ಮಶ್ರೀ ನಾರಾಯಣಗುರು ಜಯಂತಿ ಮತ್ತು ಸೆ. 17 ರಂದು ವಿಶ್ವಕರ್ಮ ಜಯಂತಿ ಆಚರಣೆ ಸಂಬಂಧ ಸಿದ್ಧತೆಗಳನ್ನು ಕೈಗೊಳ್ಳಲು ಪೂರ್ವಭಾವಿ ಸಭೆಯನ್ನು ಆಗಸ್ಟ್ 29 ರಂದು ಬೆಳಿಗ್ಗೆ 10.30 ಹಾಗೂ 11 ಗಂಟೆಗೆ ಜಿಲ್ಲಾಧಿಕಾರಿಗಳ ಕಛೇರಿ ಸಭಾಂಗಣದಲ್ಲಿ ಏರ್ಪಡಿಸಲಾಗಿದೆ. ಸಭೆಯ ಅಧ್ಯಕ್ಷತೆಯನ್ನು ಕೊಪ್ಪಳ ಅವರ ಜಿಲ್ಲಾಧಿಕಾರಿ ಸಿದ್ಧರಾಮೇಶ್ವರ ಅವರು ವಹಿಸಲಿದ್ದಾರೆ. ಸಂಬಂಧಿಸಿದ ಇಲಾಖೆಗಳ ಅಧಿಕಾರಿಗಳು ಸಭೆಗೆ ತಪ್ಪದೇ ಹಾಜರಾಗಬೇಕು ಹಾಗೂ ಸಮಾಜದ ಮುಖಂಡರು ಈ ಸಭೆಯಲ್ಲಿ ಆಗಮಿಸಿ ಅಗತ್ಯ ಸಲಹೆಗಳನ್ನು ನೀಡುವಂತೆ ಕನ್ನಡ ಮತ್ತು ಸಂಸ್ಕೃತಿ ಇಲಾಖೆ ಸಹಾಯಕ ನಿರ್ದೇಶಕ ಕಾಕನೂರ್ ಅವರ ಪ್ರಕಟಣೆಯಲ್ಲಿ ತಿಳಿಸಿದ್ದಾರೆ. xyxy=(1238,1463,1502,1664)
